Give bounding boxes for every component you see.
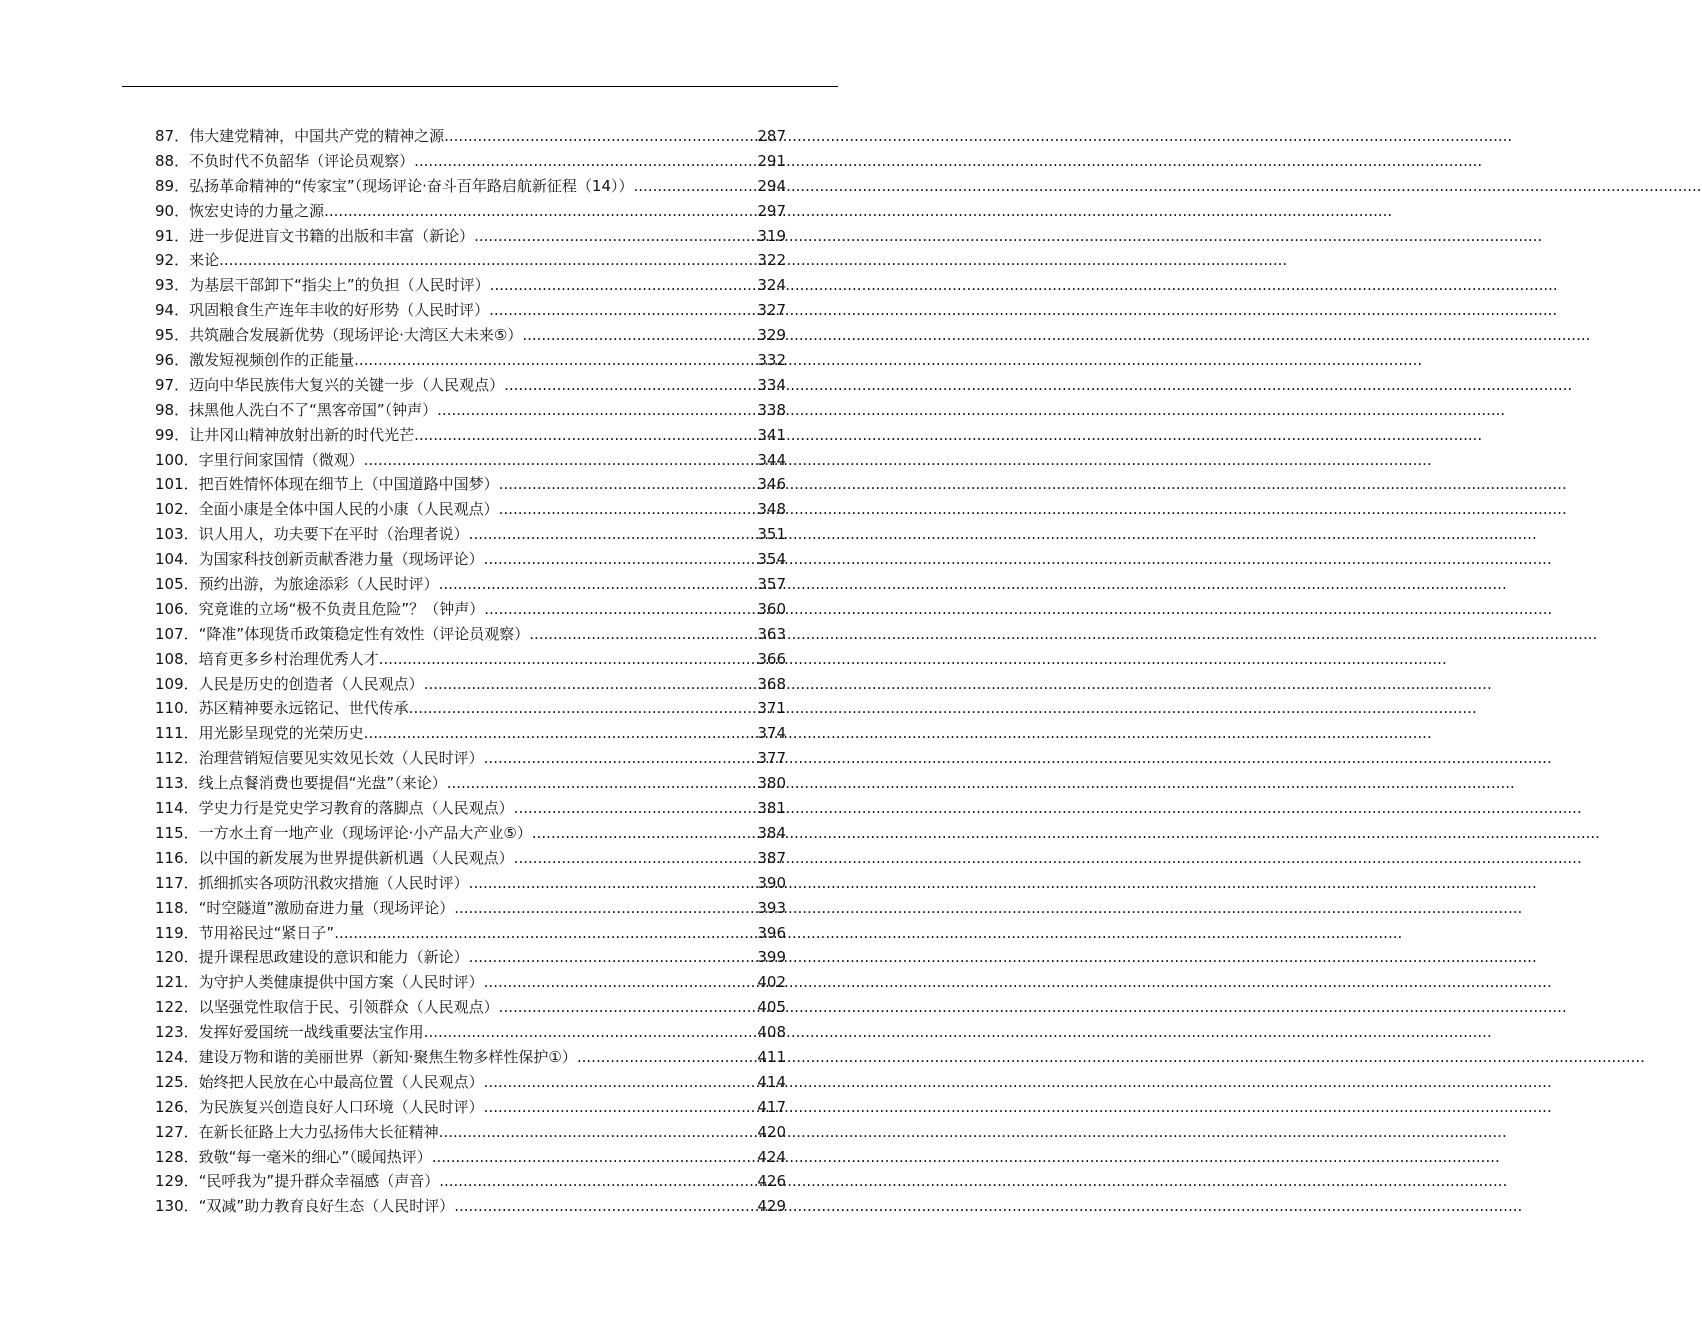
toc-dot-leader [454, 1194, 757, 1219]
toc-entry-page: 374 [757, 724, 786, 743]
toc-entry-separator: ． [183, 575, 199, 594]
toc-entry[interactable] [155, 995, 786, 1020]
toc-entry-separator: ． [174, 151, 190, 170]
toc-entry-number: 102 [155, 500, 184, 519]
toc-entry[interactable] [155, 1020, 786, 1045]
toc-entry-separator: ． [183, 898, 199, 917]
toc-entry-page: 297 [757, 201, 786, 220]
toc-entry-number: 94 [155, 301, 175, 320]
toc-dot-leader [469, 522, 758, 547]
toc-entry[interactable] [155, 522, 786, 547]
toc-entry-page: 341 [757, 425, 786, 444]
toc-entry-number: 125 [155, 1072, 184, 1091]
toc-entry[interactable] [155, 423, 786, 448]
toc-dot-leader [469, 871, 758, 896]
toc-entry-page: 380 [757, 774, 786, 793]
toc-entry[interactable] [155, 721, 786, 746]
toc-entry-number: 91 [155, 226, 175, 245]
toc-dot-leader [532, 821, 757, 846]
toc-entry-number: 124 [155, 1047, 184, 1066]
toc-entry-page: 329 [757, 326, 786, 345]
toc-entry-number: 108 [155, 649, 184, 668]
toc-entry[interactable] [155, 672, 786, 697]
toc-entry[interactable] [155, 921, 786, 946]
toc-entry-separator: ． [183, 774, 199, 793]
toc-entry-separator: ． [183, 973, 199, 992]
toc-entry-separator: ． [174, 351, 190, 370]
toc-entry-title: 识人用人，功夫要下在平时（治理者说） [198, 525, 469, 544]
toc-entry-number: 98 [155, 400, 175, 419]
toc-entry-separator: ． [183, 724, 199, 743]
toc-entry-title: 恢宏史诗的力量之源 [189, 201, 325, 220]
toc-entry-separator: ． [183, 799, 199, 818]
toc-entry-title: 弘扬革命精神的“传家宝”（现场评论·奋斗百年路启航新征程（14）） [189, 176, 634, 195]
toc-entry[interactable] [155, 124, 786, 149]
toc-entry-page: 346 [757, 475, 786, 494]
toc-entry-number: 96 [155, 351, 175, 370]
toc-entry-separator: ． [183, 948, 199, 967]
toc-dot-leader [522, 323, 757, 348]
toc-entry-title: 苏区精神要永远铭记、世代传承 [198, 699, 409, 718]
toc-entry[interactable] [155, 373, 786, 398]
toc-dot-leader [439, 1120, 758, 1145]
toc-entry-separator: ． [183, 1147, 199, 1166]
toc-dot-leader [484, 547, 758, 572]
toc-entry[interactable] [155, 597, 786, 622]
toc-entry-title: 一方水土育一地产业（现场评论·小产品大产业⑤） [198, 823, 532, 842]
toc-entry-title: 始终把人民放在心中最高位置（人民观点） [198, 1072, 484, 1091]
toc-dot-leader [444, 124, 757, 149]
toc-entry-title: 让井冈山精神放射出新的时代光芒 [189, 425, 415, 444]
toc-entry-title: 线上点餐消费也要提倡“光盘”（来论） [198, 774, 447, 793]
toc-entry-page: 344 [757, 450, 786, 469]
toc-entry-title: 来论 [189, 251, 220, 270]
toc-entry-title: 培育更多乡村治理优秀人才 [198, 649, 379, 668]
toc-dot-leader [409, 696, 758, 721]
toc-entry-page: 327 [757, 301, 786, 320]
toc-entry-title: 以坚强党性取信于民、引领群众（人民观点） [198, 998, 499, 1017]
toc-entry-number: 103 [155, 525, 184, 544]
toc-entry-page: 371 [757, 699, 786, 718]
toc-entry-title: 学史力行是党史学习教育的落脚点（人民观点） [198, 799, 514, 818]
toc-entry-title: 迈向中华民族伟大复兴的关键一步（人民观点） [189, 375, 505, 394]
toc-entry[interactable] [155, 398, 786, 423]
header-rule [122, 86, 838, 87]
toc-entry-number: 120 [155, 948, 184, 967]
toc-dot-leader [499, 995, 758, 1020]
toc-entry[interactable] [155, 696, 786, 721]
toc-entry-separator: ． [183, 873, 199, 892]
toc-entry-number: 110 [155, 699, 184, 718]
toc-entry-separator: ． [183, 674, 199, 693]
toc-entry[interactable] [155, 821, 786, 846]
toc-dot-leader [439, 572, 758, 597]
toc-entry-title: 在新长征路上大力弘扬伟大长征精神 [198, 1122, 439, 1141]
toc-entry-number: 114 [155, 799, 184, 818]
toc-entry[interactable] [155, 771, 786, 796]
toc-entry-page: 354 [757, 550, 786, 569]
toc-entry-separator: ． [174, 176, 190, 195]
toc-entry-number: 109 [155, 674, 184, 693]
toc-entry-number: 126 [155, 1097, 184, 1116]
toc-entry-page: 348 [757, 500, 786, 519]
toc-entry-separator: ． [183, 1023, 199, 1042]
toc-entry-page: 399 [757, 948, 786, 967]
toc-dot-leader [334, 921, 757, 946]
toc-entry[interactable] [155, 149, 786, 174]
toc-entry-separator: ． [174, 226, 190, 245]
toc-entry-title: 致敬“每一毫米的细心”（暖闻热评） [198, 1147, 432, 1166]
toc-entry[interactable] [155, 1095, 786, 1120]
toc-dot-leader [364, 721, 758, 746]
toc-entry[interactable] [155, 497, 786, 522]
toc-entry-title: 巩固粮食生产连年丰收的好形势（人民时评） [189, 301, 490, 320]
toc-entry-separator: ． [174, 425, 190, 444]
toc-entry-separator: ． [183, 624, 199, 643]
toc-entry-title: 为守护人类健康提供中国方案（人民时评） [198, 973, 484, 992]
toc-entry-number: 119 [155, 923, 184, 942]
toc-dot-leader [484, 1070, 758, 1095]
toc-dot-leader [484, 746, 758, 771]
toc-entry-title: 以中国的新发展为世界提供新机遇（人民观点） [198, 848, 514, 867]
toc-entry-number: 123 [155, 1023, 184, 1042]
toc-entry[interactable] [155, 1120, 786, 1145]
toc-entry-title: 究竟谁的立场“极不负责且危险”？（钟声） [198, 599, 485, 618]
toc-entry-title: 字里行间家国情（微观） [198, 450, 364, 469]
toc-entry-separator: ． [174, 276, 190, 295]
toc-dot-leader [484, 597, 757, 622]
toc-entry-number: 99 [155, 425, 175, 444]
toc-dot-leader [474, 224, 757, 249]
toc-dot-leader [414, 149, 757, 174]
toc-entry[interactable] [155, 846, 786, 871]
toc-entry[interactable] [155, 1070, 786, 1095]
toc-entry-title: 建设万物和谐的美丽世界（新知·聚焦生物多样性保护①） [198, 1047, 577, 1066]
toc-dot-leader [354, 348, 757, 373]
table-of-contents [155, 124, 786, 1219]
toc-entry-page: 377 [757, 749, 786, 768]
toc-entry-number: 87 [155, 127, 175, 145]
toc-entry-title: 抹黑他人洗白不了“黑客帝国”（钟声） [189, 400, 438, 419]
toc-entry-page: 405 [757, 998, 786, 1017]
toc-entry-number: 97 [155, 375, 175, 394]
toc-entry-page: 387 [757, 848, 786, 867]
toc-entry[interactable] [155, 896, 786, 921]
toc-entry[interactable] [155, 1145, 786, 1170]
toc-entry-page: 291 [757, 151, 786, 170]
toc-entry[interactable] [155, 448, 786, 473]
toc-dot-leader [379, 647, 758, 672]
toc-entry-title: “降准”体现货币政策稳定性有效性（评论员观察） [198, 624, 530, 643]
toc-entry-page: 360 [757, 599, 786, 618]
toc-entry[interactable] [155, 174, 786, 199]
toc-entry-title: 不负时代不负韶华（评论员观察） [189, 151, 415, 170]
toc-entry-page: 357 [757, 575, 786, 594]
toc-entry-page: 414 [757, 1072, 786, 1091]
toc-dot-leader [490, 273, 758, 298]
toc-entry[interactable] [155, 796, 786, 821]
toc-entry-separator: ． [174, 301, 190, 320]
toc-entry-number: 88 [155, 151, 175, 170]
toc-entry-page: 402 [757, 973, 786, 992]
toc-dot-leader [437, 398, 757, 423]
toc-dot-leader [577, 1045, 757, 1070]
toc-entry[interactable] [155, 622, 786, 647]
toc-entry-separator: ． [183, 923, 199, 942]
toc-entry-title: 把百姓情怀体现在细节上（中国道路中国梦） [198, 475, 499, 494]
toc-entry-title: 全面小康是全体中国人民的小康（人民观点） [198, 500, 499, 519]
toc-entry-number: 127 [155, 1122, 184, 1141]
toc-entry-separator: ． [183, 450, 199, 469]
toc-entry-title: 发挥好爱国统一战线重要法宝作用 [198, 1023, 424, 1042]
toc-dot-leader [499, 472, 758, 497]
toc-entry-separator: ． [174, 127, 190, 145]
toc-entry-title: 节用裕民过“紧日子” [198, 923, 335, 942]
toc-dot-leader [364, 448, 758, 473]
toc-dot-leader [504, 373, 757, 398]
toc-entry[interactable] [155, 248, 786, 273]
toc-entry-number: 104 [155, 550, 184, 569]
toc-entry-title: 治理营销短信要见实效见长效（人民时评） [198, 749, 484, 768]
toc-dot-leader [324, 199, 757, 224]
toc-entry-number: 111 [155, 724, 184, 743]
toc-entry-title: 预约出游，为旅途添彩（人民时评） [198, 575, 439, 594]
toc-entry[interactable] [155, 746, 786, 771]
toc-entry-number: 118 [155, 898, 184, 917]
toc-entry-separator: ． [183, 823, 199, 842]
toc-entry-separator: ． [183, 475, 199, 494]
toc-entry-page: 381 [757, 799, 786, 818]
toc-entry-page: 366 [757, 649, 786, 668]
toc-dot-leader [219, 248, 757, 273]
toc-dot-leader [489, 298, 757, 323]
toc-entry-separator: ． [183, 500, 199, 519]
toc-entry-page: 294 [757, 176, 786, 195]
toc-entry[interactable] [155, 1169, 786, 1194]
toc-entry-page: 417 [757, 1097, 786, 1116]
toc-entry[interactable] [155, 1194, 786, 1219]
toc-entry-page: 287 [757, 127, 786, 145]
toc-entry-separator: ． [183, 599, 199, 618]
toc-entry-number: 93 [155, 276, 175, 295]
toc-entry-page: 324 [757, 276, 786, 295]
toc-entry-separator: ． [183, 1197, 199, 1216]
toc-dot-leader [447, 771, 758, 796]
toc-entry-separator: ． [183, 1122, 199, 1141]
toc-entry-separator: ． [183, 550, 199, 569]
toc-entry-title: 用光影呈现党的光荣历史 [198, 724, 364, 743]
toc-entry-number: 122 [155, 998, 184, 1017]
toc-entry[interactable] [155, 298, 786, 323]
toc-entry-title: 激发短视频创作的正能量 [189, 351, 355, 370]
toc-entry[interactable] [155, 970, 786, 995]
toc-entry[interactable] [155, 472, 786, 497]
toc-entry-title: 为国家科技创新贡献香港力量（现场评论） [198, 550, 484, 569]
toc-dot-leader [424, 1020, 758, 1045]
toc-entry[interactable] [155, 348, 786, 373]
toc-dot-leader [414, 423, 757, 448]
toc-dot-leader [529, 622, 757, 647]
toc-entry-title: “民呼我为”提升群众幸福感（声音） [198, 1172, 440, 1191]
toc-entry-title: 共筑融合发展新优势（现场评论·大湾区大未来⑤） [189, 326, 523, 345]
toc-entry-number: 95 [155, 326, 175, 345]
toc-dot-leader [432, 1145, 758, 1170]
toc-entry[interactable] [155, 273, 786, 298]
toc-entry-page: 368 [757, 674, 786, 693]
toc-entry-page: 393 [757, 898, 786, 917]
toc-entry-page: 390 [757, 873, 786, 892]
toc-entry-separator: ． [183, 848, 199, 867]
toc-entry-title: 提升课程思政建设的意识和能力（新论） [198, 948, 469, 967]
toc-entry[interactable] [155, 1045, 786, 1070]
toc-entry-title: 人民是历史的创造者（人民观点） [198, 674, 424, 693]
toc-dot-leader [484, 970, 758, 995]
toc-dot-leader [634, 174, 758, 199]
toc-entry[interactable] [155, 945, 786, 970]
toc-entry-number: 130 [155, 1197, 184, 1216]
toc-entry-separator: ． [183, 1097, 199, 1116]
toc-entry-page: 429 [757, 1197, 786, 1216]
toc-entry-separator: ． [183, 1172, 199, 1191]
toc-entry-title: 伟大建党精神，中国共产党的精神之源 [189, 127, 445, 145]
toc-entry-page: 411 [757, 1047, 786, 1066]
toc-entry-page: 351 [757, 525, 786, 544]
toc-entry-page: 322 [757, 251, 786, 270]
toc-entry-number: 115 [155, 823, 184, 842]
toc-dot-leader [469, 945, 758, 970]
toc-entry-number: 100 [155, 450, 184, 469]
toc-entry[interactable] [155, 199, 786, 224]
toc-entry[interactable] [155, 224, 786, 249]
toc-entry-page: 408 [757, 1023, 786, 1042]
toc-dot-leader [424, 672, 758, 697]
toc-entry-page: 384 [757, 823, 786, 842]
toc-entry-number: 121 [155, 973, 184, 992]
toc-entry-page: 338 [757, 400, 786, 419]
toc-entry-title: 进一步促进盲文书籍的出版和丰富（新论） [189, 226, 475, 245]
toc-entry-page: 420 [757, 1122, 786, 1141]
toc-entry-separator: ． [174, 251, 190, 270]
toc-entry-title: 为基层干部卸下“指尖上”的负担（人民时评） [189, 276, 490, 295]
toc-entry-page: 319 [757, 226, 786, 245]
toc-entry-number: 92 [155, 251, 175, 270]
toc-entry-title: “双减”助力教育良好生态（人民时评） [198, 1197, 455, 1216]
toc-entry[interactable] [155, 647, 786, 672]
toc-entry-number: 90 [155, 201, 175, 220]
toc-entry-number: 117 [155, 873, 184, 892]
toc-entry-page: 334 [757, 375, 786, 394]
toc-entry-number: 116 [155, 848, 184, 867]
toc-entry-separator: ． [174, 201, 190, 220]
toc-entry-number: 105 [155, 575, 184, 594]
toc-entry-separator: ． [183, 998, 199, 1017]
toc-entry-number: 106 [155, 599, 184, 618]
toc-entry[interactable] [155, 323, 786, 348]
toc-entry-separator: ． [183, 749, 199, 768]
toc-dot-leader [514, 796, 758, 821]
toc-entry-number: 129 [155, 1172, 184, 1191]
toc-entry-separator: ． [183, 1047, 199, 1066]
toc-entry-page: 426 [757, 1172, 786, 1191]
toc-entry-separator: ． [183, 699, 199, 718]
toc-entry-page: 363 [757, 624, 786, 643]
toc-entry-title: “时空隧道”激励奋进力量（现场评论） [198, 898, 455, 917]
toc-entry-number: 128 [155, 1147, 184, 1166]
toc-dot-leader [454, 896, 757, 921]
toc-entry-separator: ． [183, 649, 199, 668]
toc-entry-number: 101 [155, 475, 184, 494]
toc-entry-number: 112 [155, 749, 184, 768]
toc-dot-leader [439, 1169, 757, 1194]
toc-entry-number: 113 [155, 774, 184, 793]
toc-entry-separator: ． [183, 1072, 199, 1091]
toc-dot-leader [484, 1095, 758, 1120]
toc-entry[interactable] [155, 547, 786, 572]
toc-entry-separator: ． [183, 525, 199, 544]
toc-entry-number: 107 [155, 624, 184, 643]
toc-entry[interactable] [155, 572, 786, 597]
toc-entry-separator: ． [174, 375, 190, 394]
toc-entry-title: 为民族复兴创造良好人口环境（人民时评） [198, 1097, 484, 1116]
toc-dot-leader [499, 497, 758, 522]
toc-dot-leader [514, 846, 758, 871]
toc-entry[interactable] [155, 871, 786, 896]
toc-entry-separator: ． [174, 326, 190, 345]
toc-entry-number: 89 [155, 176, 175, 195]
toc-entry-page: 396 [757, 923, 786, 942]
toc-entry-title: 抓细抓实各项防汛救灾措施（人民时评） [198, 873, 469, 892]
toc-entry-page: 332 [757, 351, 786, 370]
toc-entry-page: 424 [757, 1147, 786, 1166]
toc-entry-separator: ． [174, 400, 190, 419]
